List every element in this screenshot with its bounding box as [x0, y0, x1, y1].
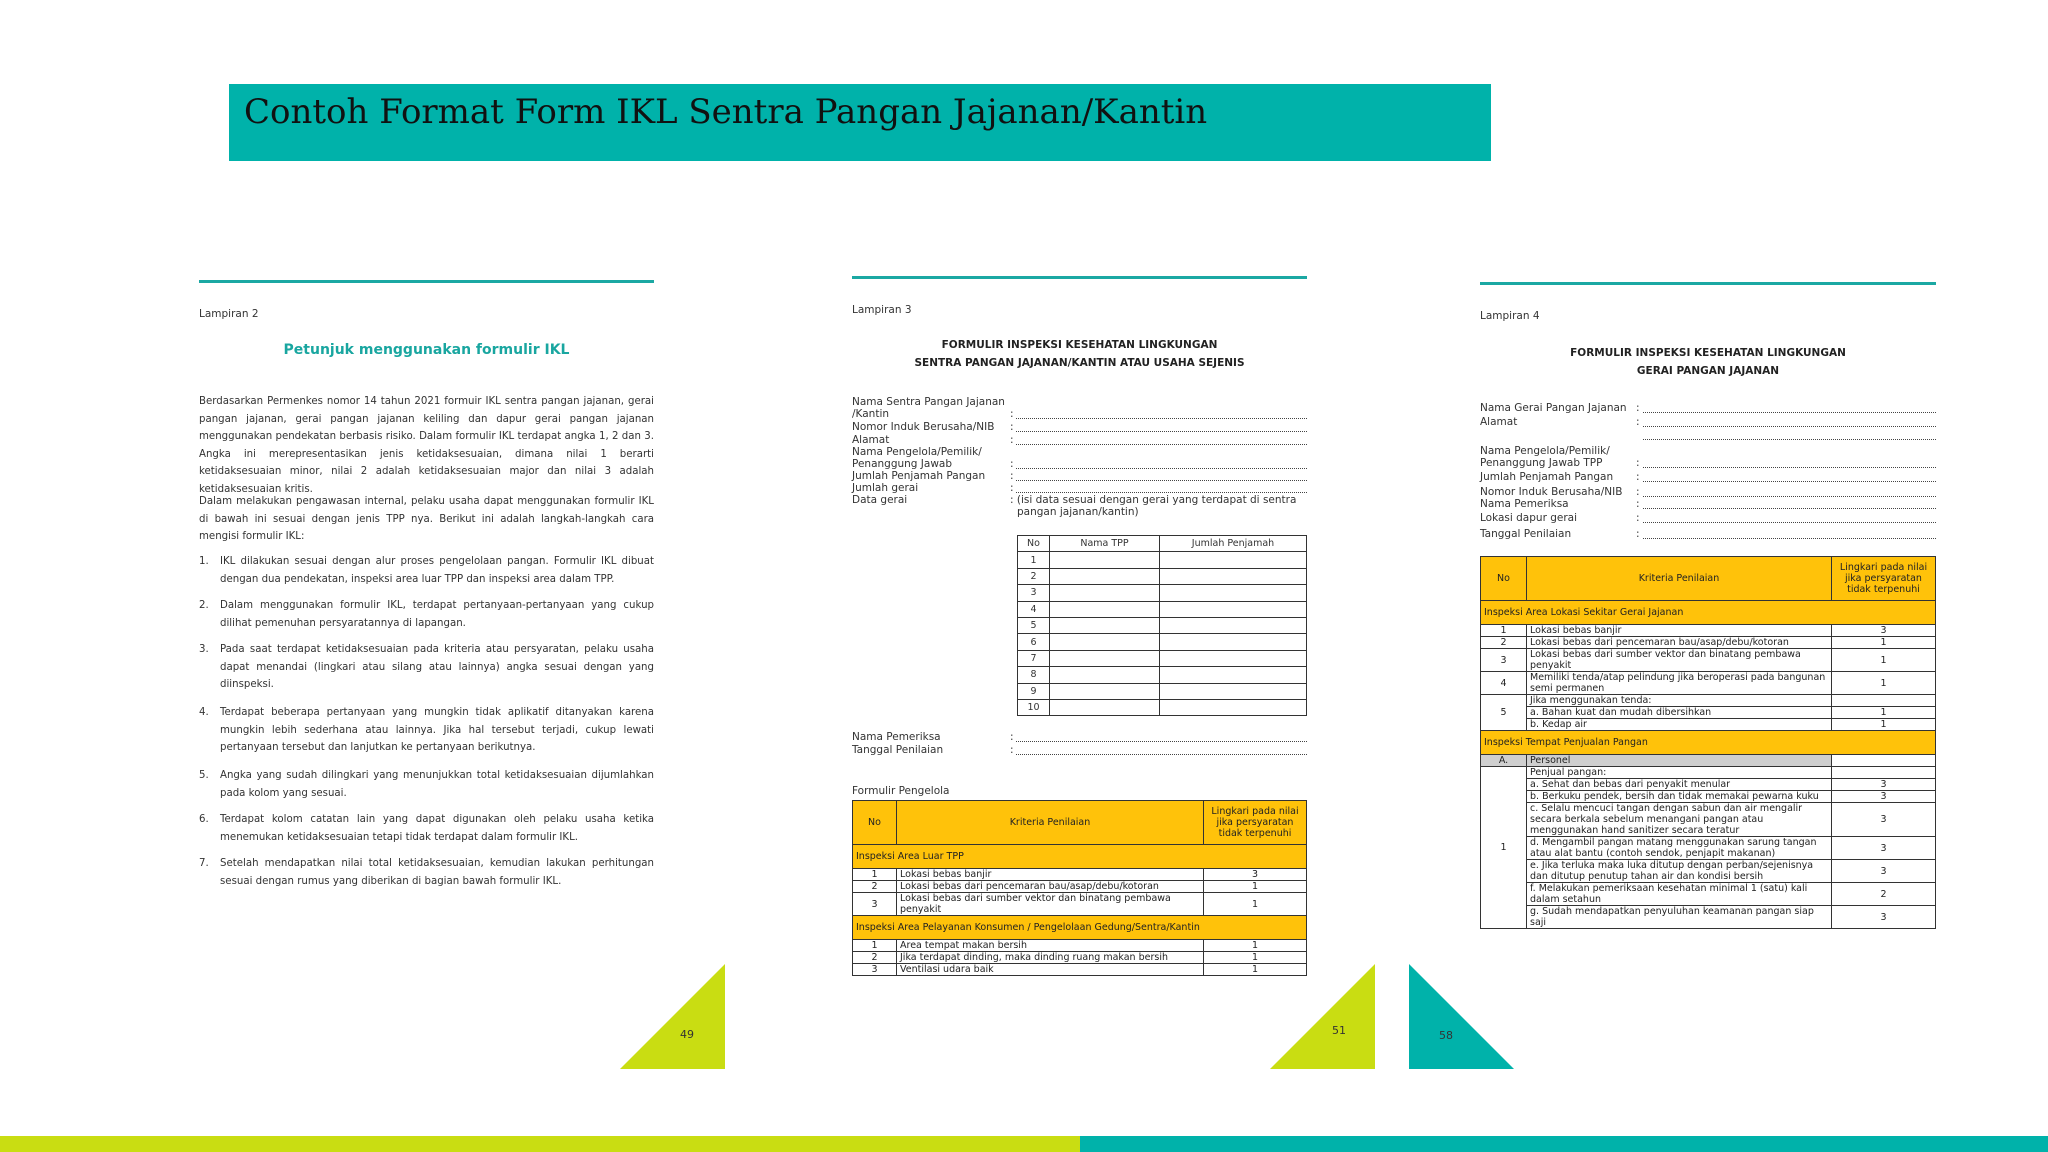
field-line	[1016, 480, 1307, 481]
list-item: 4. Terdapat beberapa pertanyaan yang mungkin tidak aplikatif ditanyakan karena mungkin lebih sederhana atau lainnya. Jika hal tersebut terjadi, cukup lewati pertanyaan tersebut dan lanjutkan ke pertanyaan berikutnya.	[199, 707, 654, 754]
field-colon: :	[1636, 471, 1640, 483]
field-label: /Kantin	[852, 408, 890, 420]
table-row: a. Bahan kuat dan mudah dibersihkan 1	[1481, 707, 1936, 719]
field-line	[1016, 431, 1307, 432]
section-row: Inspeksi Tempat Penjualan Pangan	[1481, 731, 1936, 755]
field-line	[1016, 444, 1307, 445]
table-row: 1 Area tempat makan bersih 1	[853, 940, 1307, 952]
page-corner-triangle	[620, 964, 725, 1069]
table-row: 2 Lokasi bebas dari pencemaran bau/asap/debu/kotoran 1	[1481, 637, 1936, 649]
lampiran-label: Lampiran 3	[852, 304, 912, 316]
field-label: Penanggung Jawab TPP	[1480, 457, 1603, 469]
bottom-bar-lime	[0, 1136, 1080, 1152]
form-title-line-2: SENTRA PANGAN JAJANAN/KANTIN ATAU USAHA SEJENIS	[914, 357, 1245, 369]
field-colon: :	[1010, 434, 1014, 446]
section-row: Inspeksi Area Luar TPP	[853, 845, 1307, 869]
document-page-lampiran-3	[852, 276, 1307, 996]
data-gerai-note: pangan jajanan/kantin)	[1017, 506, 1139, 518]
header-no: No	[853, 801, 897, 845]
bottom-bar-teal	[1080, 1136, 2048, 1152]
table-row: c. Selalu mencuci tangan dengan sabun dan air mengalir secara berkala sebelum menangani pangan atau menggunakan hand sanitizer secara teratur 3	[1481, 803, 1936, 837]
field-line	[1643, 522, 1936, 523]
table-row: 6	[1018, 634, 1307, 650]
field-label: Tanggal Penilaian	[852, 744, 944, 756]
subsection-row: A. Personel	[1481, 755, 1936, 767]
table-row: 7	[1018, 650, 1307, 666]
field-label: Nama Pengelola/Pemilik/	[1480, 445, 1610, 457]
list-item: 6. Terdapat kolom catatan lain yang dapat digunakan oleh pelaku usaha ketika menemukan ketidaksesuaian tetapi tidak terdapat dalam formulir IKL.	[199, 814, 654, 843]
table-row: 3	[1018, 585, 1307, 601]
field-label: Tanggal Penilaian	[1480, 528, 1572, 540]
table-row: b. Kedap air 1	[1481, 719, 1936, 731]
data-gerai-note: : (isi data sesuai dengan gerai yang terdapat di sentra	[1010, 494, 1297, 506]
table-row: g. Sudah mendapatkan penyuluhan keamanan pangan siap saji 3	[1481, 906, 1936, 929]
table-row: 2 Jika terdapat dinding, maka dinding ruang makan bersih 1	[853, 952, 1307, 964]
field-line	[1643, 496, 1936, 497]
table-row: f. Melakukan pemeriksaan kesehatan minimal 1 (satu) kali dalam setahun 2	[1481, 883, 1936, 906]
field-colon: :	[1636, 528, 1640, 540]
field-line	[1016, 754, 1307, 755]
field-label: Jumlah gerai	[852, 482, 919, 494]
list-item: 2. Dalam menggunakan formulir IKL, terdapat pertanyaan-pertanyaan yang cukup dilihat pemenuhan persyaratannya di lapangan.	[199, 600, 654, 629]
page-number: 51	[1332, 1024, 1346, 1037]
header-lingkari: Lingkari pada nilai jika persyaratan tidak terpenuhi	[1832, 557, 1936, 601]
page-corner-triangle	[1270, 964, 1375, 1069]
field-line	[1016, 741, 1307, 742]
form-title-line-1: FORMULIR INSPEKSI KESEHATAN LINGKUNGAN	[1570, 347, 1846, 359]
table-row: 8	[1018, 667, 1307, 683]
header-kriteria: Kriteria Penilaian	[1527, 557, 1832, 601]
field-colon: :	[1636, 498, 1640, 510]
list-item: 3. Pada saat terdapat ketidaksesuaian pada kriteria atau persyaratan, pelaku usaha dapat menandai (lingkari atau silang atau lainnya) angka sesuai dengan yang diinspeksi.	[199, 644, 654, 691]
title-bar	[229, 84, 1491, 161]
field-label: Nomor Induk Berusaha/NIB	[852, 421, 995, 433]
lampiran-label: Lampiran 4	[1480, 310, 1540, 322]
instruction-heading: Petunjuk menggunakan formulir IKL	[283, 342, 570, 358]
page-corner-triangle	[1409, 964, 1514, 1069]
header-kriteria: Kriteria Penilaian	[897, 801, 1204, 845]
table-row: 10	[1018, 699, 1307, 715]
field-colon: :	[1010, 470, 1014, 482]
table-row: 4	[1018, 601, 1307, 617]
field-line	[1643, 439, 1936, 440]
table-row: 3 Lokasi bebas dari sumber vektor dan binatang pembawa penyakit 1	[1481, 649, 1936, 672]
field-line	[1643, 426, 1936, 427]
header-jumlah-penjamah: Jumlah Penjamah	[1160, 536, 1307, 552]
field-label: Nama Sentra Pangan Jajanan	[852, 396, 1005, 408]
field-colon: :	[1010, 458, 1014, 470]
field-colon: :	[1010, 744, 1014, 756]
page-top-rule	[199, 280, 654, 283]
table-row: 5 Jika menggunakan tenda:	[1481, 695, 1936, 707]
field-label: Alamat	[1480, 416, 1518, 428]
page-top-rule	[1480, 282, 1936, 285]
page-number: 49	[680, 1028, 694, 1041]
section-row: Inspeksi Area Lokasi Sekitar Gerai Jajanan	[1481, 601, 1936, 625]
table-row: 3 Lokasi bebas dari sumber vektor dan binatang pembawa penyakit 1	[853, 893, 1307, 916]
table-row: 1 Lokasi bebas banjir 3	[1481, 625, 1936, 637]
table-row: 3 Ventilasi udara baik 1	[853, 964, 1307, 976]
table-row: e. Jika terluka maka luka ditutup dengan perban/sejenisnya dan ditutup penutup tahan air dan kondisi bersih 3	[1481, 860, 1936, 883]
field-line	[1643, 481, 1936, 482]
field-colon: :	[1636, 457, 1640, 469]
field-colon: :	[1010, 731, 1014, 743]
section-row: Inspeksi Area Pelayanan Konsumen / Pengelolaan Gedung/Sentra/Kantin	[853, 916, 1307, 940]
header-lingkari: Lingkari pada nilai jika persyaratan tidak terpenuhi	[1204, 801, 1307, 845]
table-row: 9	[1018, 683, 1307, 699]
list-item: 1. IKL dilakukan sesuai dengan alur proses pengelolaan pangan. Formulir IKL dibuat dengan dua pendekatan, inspeksi area luar TPP dan inspeksi area dalam TPP.	[199, 556, 654, 585]
table-row: 2 Lokasi bebas dari pencemaran bau/asap/debu/kotoran 1	[853, 881, 1307, 893]
field-colon: :	[1010, 482, 1014, 494]
paragraph-intro: Berdasarkan Permenkes nomor 14 tahun 2021 formuir IKL sentra pangan jajanan, gerai pangan jajanan, gerai pangan jajanan keliling dan dapur gerai pangan jajanan menggunakan pendekatan berbasis risiko. Dalam formulir IKL terdapat angka 1, 2 dan 3. Angka ini merepresentasikan jenis ketidaksesuaian, dimana nilai 1 berarti ketidaksesuaian minor, nilai 2 adalah ketidaksesuaian major dan nilai 3 adalah ketidaksesuaian kritis.	[199, 396, 654, 495]
field-label: Jumlah Penjamah Pangan	[852, 470, 986, 482]
lampiran-label: Lampiran 2	[199, 308, 259, 320]
field-label: Jumlah Penjamah Pangan	[1480, 471, 1614, 483]
table-row: d. Mengambil pangan matang menggunakan sarung tangan atau alat bantu (contoh sendok, penjapit makanan) 3	[1481, 837, 1936, 860]
list-item: 7. Setelah mendapatkan nilai total ketidaksesuaian, kemudian lakukan perhitungan sesuai dengan rumus yang diberikan di bagian bawah formulir IKL.	[199, 858, 654, 887]
field-label: Nama Pemeriksa	[852, 731, 941, 743]
table-row: b. Berkuku pendek, bersih dan tidak memakai pewarna kuku 3	[1481, 791, 1936, 803]
pengelola-label: Formulir Pengelola	[852, 785, 950, 797]
field-line	[1016, 492, 1307, 493]
paragraph-steps: Dalam melakukan pengawasan internal, pelaku usaha dapat menggunakan formulir IKL di bawah ini sesuai dengan jenis TPP nya. Berikut ini adalah langkah-langkah cara mengisi formulir IKL:	[199, 496, 654, 543]
field-colon: :	[1010, 408, 1014, 420]
table-row: 1 Penjual pangan:	[1481, 767, 1936, 779]
document-page-lampiran-2	[199, 280, 654, 1070]
criteria-table	[1480, 556, 1936, 929]
field-colon: :	[1636, 486, 1640, 498]
gerai-table	[1017, 535, 1307, 716]
field-colon: :	[1010, 421, 1014, 433]
form-title-line-2: GERAI PANGAN JAJANAN	[1636, 365, 1780, 377]
field-label: Penanggung Jawab	[852, 458, 953, 470]
field-line	[1643, 412, 1936, 413]
form-title-line-1: FORMULIR INSPEKSI KESEHATAN LINGKUNGAN	[941, 339, 1218, 351]
page-number: 58	[1439, 1029, 1453, 1042]
field-label: Nomor Induk Berusaha/NIB	[1480, 486, 1623, 498]
field-label: Data gerai	[852, 494, 908, 506]
header-no: No	[1018, 536, 1050, 552]
field-label: Nama Pemeriksa	[1480, 498, 1569, 510]
field-line	[1016, 418, 1307, 419]
field-label: Nama Pengelola/Pemilik/	[852, 446, 982, 458]
header-no: No	[1481, 557, 1527, 601]
header-nama-tpp: Nama TPP	[1050, 536, 1160, 552]
table-row: 1	[1018, 552, 1307, 568]
field-line	[1016, 468, 1307, 469]
document-page-lampiran-4	[1480, 282, 1936, 994]
page-top-rule	[852, 276, 1307, 279]
field-line	[1643, 508, 1936, 509]
field-label: Nama Gerai Pangan Jajanan	[1480, 402, 1627, 414]
criteria-table	[852, 800, 1307, 976]
table-row: 5	[1018, 617, 1307, 633]
field-colon: :	[1636, 402, 1640, 414]
list-item: 5. Angka yang sudah dilingkari yang menunjukkan total ketidaksesuaian dijumlahkan pada kolom yang sesuai.	[199, 770, 654, 799]
table-header-row	[1481, 557, 1936, 601]
table-row: 2	[1018, 568, 1307, 584]
table-row: 1 Lokasi bebas banjir 3	[853, 869, 1307, 881]
field-line	[1643, 467, 1936, 468]
table-header-row	[1018, 536, 1307, 552]
table-row: a. Sehat dan bebas dari penyakit menular 3	[1481, 779, 1936, 791]
field-line	[1643, 538, 1936, 539]
field-label: Lokasi dapur gerai	[1480, 512, 1578, 524]
field-colon: :	[1636, 512, 1640, 524]
field-label: Alamat	[852, 434, 890, 446]
field-colon: :	[1636, 416, 1640, 428]
slide-title: Contoh Format Form IKL Sentra Pangan Jajanan/Kantin	[244, 92, 1208, 132]
table-row: 4 Memiliki tenda/atap pelindung jika beroperasi pada bangunan semi permanen 1	[1481, 672, 1936, 695]
table-header-row	[853, 801, 1307, 845]
